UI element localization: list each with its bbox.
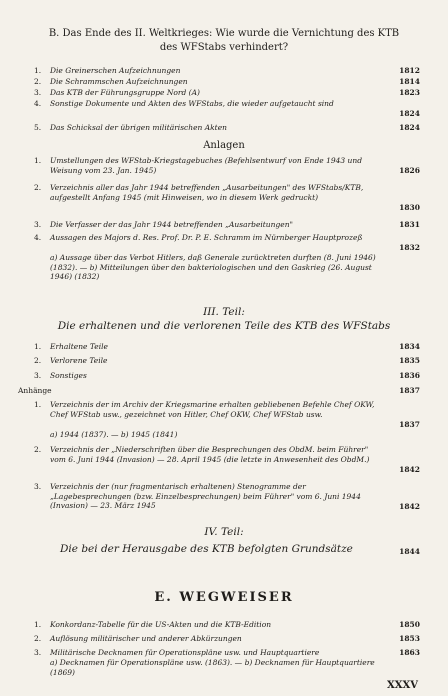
teil3-title: Die erhaltenen und die verlorenen Teile des KTB des WFStabs — [57, 320, 391, 332]
entry-page: 1824 — [399, 123, 420, 132]
entry-title: Das Schicksal der übrigen militärischen Akten — [50, 123, 227, 132]
entry-page: 1863 — [399, 648, 420, 657]
teil3-label: III. Teil: — [203, 306, 245, 318]
entry-number: 2. — [34, 356, 42, 365]
entry-title: Verlorene Teile — [50, 356, 108, 365]
entry-number: 2. — [34, 77, 42, 86]
entry-title: Sonstige Dokumente und Akten des WFStabs, die wieder aufgetaucht sind — [50, 99, 334, 108]
entry-number: 3. — [34, 648, 42, 657]
page-number: XXXV — [386, 680, 418, 691]
toc-entry — [34, 99, 420, 119]
toc-entry — [34, 648, 420, 658]
entry-number: 3. — [34, 220, 42, 229]
teil4-row — [30, 545, 420, 559]
entry-page: 1853 — [399, 634, 420, 643]
entry-title: Sonstiges — [50, 371, 87, 380]
toc-entry — [34, 342, 420, 352]
entry-number: 1. — [34, 400, 42, 409]
toc-entry — [34, 220, 420, 230]
teil4-label: IV. Teil: — [204, 526, 244, 538]
entry-number: 4. — [34, 233, 42, 242]
entry-title: Auflösung militärischer und anderer Abkürzungen — [50, 634, 242, 643]
entry-title: Die Schrammschen Aufzeichnungen — [50, 77, 188, 86]
entry-number: 1. — [34, 156, 42, 165]
toc-entry — [34, 88, 420, 98]
entry-detail: a) 1944 (1837). — b) 1945 (1841) — [50, 430, 178, 439]
entry-title: Aussagen des Majors d. Res. Prof. Dr. P. E. Schramm im Nürnberger Hauptprozeß — [50, 233, 363, 242]
entry-detail: a) Decknamen für Operationspläne usw. (1863). — b) Decknamen für Hauptquartiere (1869) — [50, 658, 375, 677]
entry-page: 1823 — [399, 88, 420, 97]
entry-title: Das KTB der Führungsgruppe Nord (A) — [50, 88, 200, 97]
anlagen-heading: Anlagen — [203, 140, 245, 151]
entry-title: Erhaltene Teile — [50, 342, 108, 351]
entry-page: 1814 — [399, 77, 420, 86]
toc-entry — [34, 66, 420, 76]
entry-number: 2. — [34, 634, 42, 643]
toc-entry — [34, 371, 420, 381]
toc-entry — [34, 356, 420, 366]
entry-number: 4. — [34, 99, 42, 108]
toc-entry — [34, 233, 420, 253]
entry-page: 1826 — [399, 166, 420, 175]
section-b-heading-line1: B. Das Ende des II. Weltkrieges: Wie wurde die Vernichtung des KTB — [48, 28, 400, 39]
entry-page: 1850 — [399, 620, 420, 629]
entry-page: 1835 — [399, 356, 420, 365]
section-b-heading — [0, 27, 448, 55]
entry-title: Umstellungen des WFStab-Kriegstagebuches (Befehlsentwurf von Ende 1943 und Weisung vom 23. Jan. 1945) — [50, 156, 362, 175]
entry-number: 1. — [34, 342, 42, 351]
entry-page: 1812 — [399, 66, 420, 75]
entry-number: 1. — [34, 66, 42, 75]
entry-number: 2. — [34, 445, 42, 454]
entry-page: 1834 — [399, 342, 420, 351]
entry-number: 5. — [34, 123, 42, 132]
wegweiser-heading: E. WEGWEISER — [154, 590, 294, 605]
entry-page: 1842 — [399, 465, 420, 474]
entry-title: Konkordanz-Tabelle für die US-Akten und die KTB-Edition — [50, 620, 272, 629]
entry-page: 1824 — [399, 109, 420, 118]
entry-title: Die Verfasser der das Jahr 1944 betreffenden „Ausarbeitungen" — [50, 220, 293, 229]
entry-title: Die Greinerschen Aufzeichnungen — [50, 66, 181, 75]
toc-entry — [34, 156, 420, 176]
entry-title: Verzeichnis aller das Jahr 1944 betreffenden „Ausarbeitungen" des WFStabs/KTB, aufgestellt Anfang 1945 (mit Hinweisen, wo in diesem Werk gedruckt) — [50, 183, 364, 202]
entry-page: 1831 — [399, 220, 420, 229]
toc-entry — [34, 620, 420, 630]
entry-title: Verzeichnis der im Archiv der Kriegsmarine erhalten gebliebenen Befehle Chef OKW, Chef WFStab usw., gezeichnet von Hitler, Chef OKW, Chef WFStab usw. — [50, 400, 375, 419]
anhaenge-label: Anhänge — [18, 386, 52, 395]
entry-number: 1. — [34, 620, 42, 629]
entry-page: 1837 — [399, 386, 420, 395]
entry-detail: a) Aussage über das Verbot Hitlers, daß Generale zurücktreten durften (8. Juni 1946) (1832). — b) Mitteilungen über den bakteriologischen und den Gaskrieg (26. August 1946) (1832) — [50, 253, 376, 281]
toc-entry — [34, 400, 420, 430]
entry-page: 1842 — [399, 502, 420, 511]
toc-entry — [34, 77, 420, 87]
toc-entry — [34, 445, 420, 475]
section-b-heading-line2: des WFStabs verhindert? — [159, 42, 289, 53]
entry-number: 3. — [34, 88, 42, 97]
toc-entry — [34, 482, 420, 512]
entry-page: 1832 — [399, 243, 420, 252]
anhaenge-row — [18, 386, 420, 396]
entry-number: 3. — [34, 371, 42, 380]
entry-number: 2. — [34, 183, 42, 192]
entry-page: 1844 — [399, 547, 420, 556]
entry-title: Verzeichnis der (nur fragmentarisch erhaltenen) Stenogramme der „Lagebesprechungen (bzw. Einzelbesprechungen) beim Führer" vom 6. Juni 1944 (Invasion) — 23. März 1945 — [50, 482, 361, 510]
toc-entry — [34, 183, 420, 213]
toc-entry — [34, 123, 420, 133]
entry-title: Militärische Decknamen für Operationspläne usw. und Hauptquartiere — [50, 648, 320, 657]
teil4-title: Die bei der Herausgabe des KTB befolgten Grundsätze — [60, 543, 353, 555]
entry-number: 3. — [34, 482, 42, 491]
entry-title: Verzeichnis der „Niederschriften über die Besprechungen des ObdM. beim Führer" vom 6. Juni 1944 (Invasion) — 28. April 1945 (die letzte in Anwesenheit des ObdM.) — [50, 445, 370, 464]
entry-page: 1836 — [399, 371, 420, 380]
entry-page: 1837 — [399, 420, 420, 429]
toc-entry — [34, 634, 420, 644]
entry-page: 1830 — [399, 203, 420, 212]
